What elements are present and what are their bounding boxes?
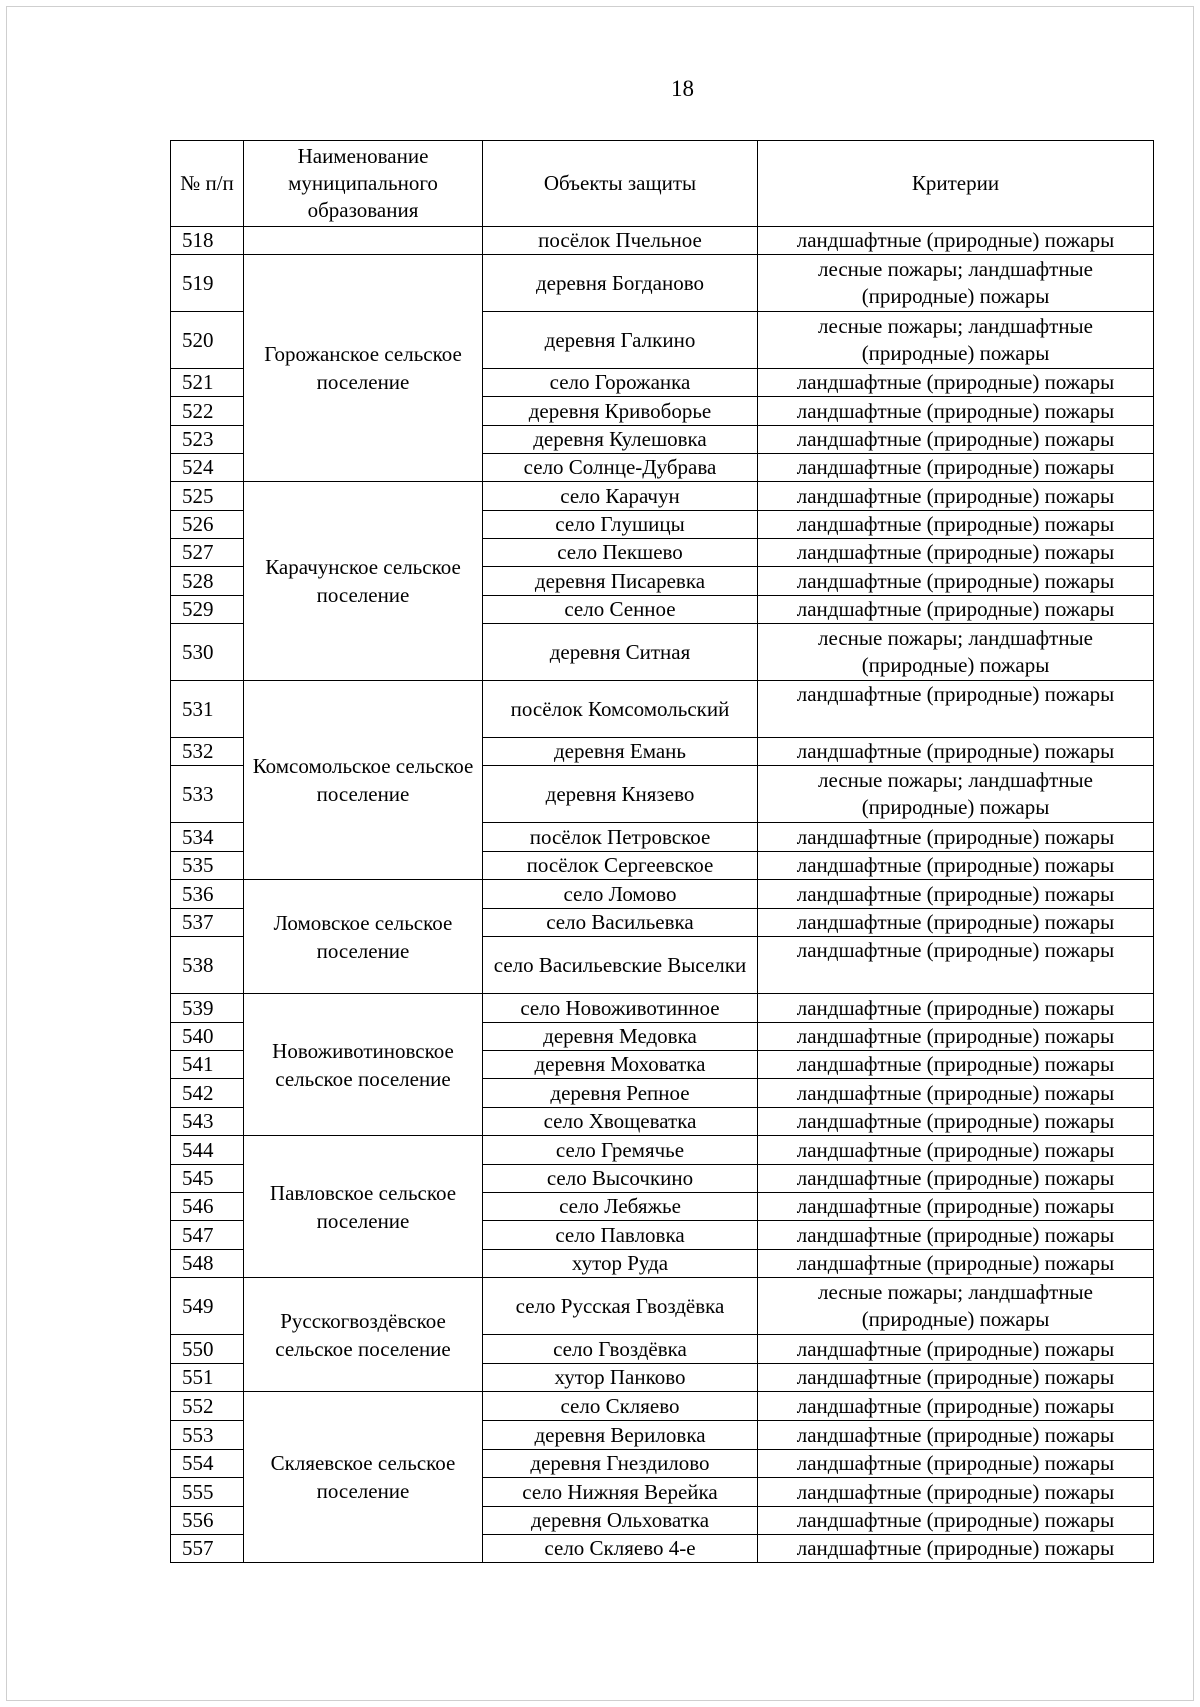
municipality-cell: Русскогвоздёвское сельское поселение (244, 1278, 483, 1392)
criteria-cell: ландшафтные (природные) пожары (758, 1392, 1154, 1421)
protected-object-cell: деревня Кривоборье (483, 397, 758, 426)
row-number-cell: 548 (171, 1250, 244, 1278)
row-number-cell: 519 (171, 255, 244, 312)
criteria-cell: ландшафтные (природные) пожары (758, 852, 1154, 880)
table-body (171, 227, 1154, 1563)
row-number-cell: 557 (171, 1535, 244, 1563)
row-number-cell: 535 (171, 852, 244, 880)
protected-object-cell: село Сенное (483, 596, 758, 624)
criteria-cell: ландшафтные (природные) пожары (758, 227, 1154, 255)
row-number-cell: 533 (171, 766, 244, 823)
municipality-cell: Карачунское сельское поселение (244, 482, 483, 681)
criteria-cell: ландшафтные (природные) пожары (758, 1250, 1154, 1278)
criteria-cell: лесные пожары; ландшафтные (природные) пожары (758, 766, 1154, 823)
criteria-cell: лесные пожары; ландшафтные (природные) пожары (758, 1278, 1154, 1335)
protected-object-cell: село Скляево 4-е (483, 1535, 758, 1563)
criteria-cell: ландшафтные (природные) пожары (758, 1221, 1154, 1250)
row-number-cell: 547 (171, 1221, 244, 1250)
criteria-cell: лесные пожары; ландшафтные (природные) пожары (758, 624, 1154, 681)
header-number: № п/п (171, 141, 244, 227)
protected-object-cell: посёлок Петровское (483, 823, 758, 852)
protected-object-cell: село Васильевские Выселки (483, 937, 758, 994)
header-municipality: Наименование муниципального образования (244, 141, 483, 227)
header-criteria: Критерии (758, 141, 1154, 227)
row-number-cell: 526 (171, 511, 244, 539)
protected-object-cell: село Солнце-Дубрава (483, 454, 758, 482)
protected-object-cell: село Нижняя Верейка (483, 1478, 758, 1507)
table-row (171, 994, 1154, 1023)
row-number-cell: 543 (171, 1108, 244, 1136)
protected-object-cell: деревня Кулешовка (483, 426, 758, 454)
row-number-cell: 520 (171, 312, 244, 369)
criteria-cell: ландшафтные (природные) пожары (758, 937, 1154, 994)
criteria-cell: ландшафтные (природные) пожары (758, 482, 1154, 511)
protected-object-cell: село Хвощеватка (483, 1108, 758, 1136)
row-number-cell: 540 (171, 1023, 244, 1051)
criteria-cell: ландшафтные (природные) пожары (758, 1450, 1154, 1478)
criteria-cell: ландшафтные (природные) пожары (758, 426, 1154, 454)
row-number-cell: 529 (171, 596, 244, 624)
row-number-cell: 538 (171, 937, 244, 994)
protected-object-cell: деревня Емань (483, 738, 758, 766)
criteria-cell: ландшафтные (природные) пожары (758, 1421, 1154, 1450)
page-number: 18 (671, 76, 694, 101)
registry-table (170, 140, 1154, 1563)
row-number-cell: 553 (171, 1421, 244, 1450)
criteria-cell: ландшафтные (природные) пожары (758, 1136, 1154, 1165)
table-row (171, 880, 1154, 909)
protected-object-cell: село Горожанка (483, 369, 758, 397)
protected-object-cell: село Высочкино (483, 1165, 758, 1193)
row-number-cell: 551 (171, 1364, 244, 1392)
table-row (171, 681, 1154, 738)
municipality-cell: Ломовское сельское поселение (244, 880, 483, 994)
row-number-cell: 537 (171, 909, 244, 937)
criteria-cell: ландшафтные (природные) пожары (758, 397, 1154, 426)
protected-object-cell: деревня Гнездилово (483, 1450, 758, 1478)
criteria-cell: ландшафтные (природные) пожары (758, 1193, 1154, 1221)
row-number-cell: 528 (171, 567, 244, 596)
row-number-cell: 530 (171, 624, 244, 681)
protected-object-cell: село Павловка (483, 1221, 758, 1250)
protected-object-cell: деревня Галкино (483, 312, 758, 369)
row-number-cell: 522 (171, 397, 244, 426)
protected-object-cell: село Скляево (483, 1392, 758, 1421)
protected-object-cell: деревня Ольховатка (483, 1507, 758, 1535)
protected-object-cell: деревня Вериловка (483, 1421, 758, 1450)
criteria-cell: ландшафтные (природные) пожары (758, 369, 1154, 397)
protected-object-cell: село Глушицы (483, 511, 758, 539)
protected-object-cell: село Гремячье (483, 1136, 758, 1165)
protected-object-cell: село Новоживотинное (483, 994, 758, 1023)
criteria-cell: ландшафтные (природные) пожары (758, 1335, 1154, 1364)
row-number-cell: 549 (171, 1278, 244, 1335)
criteria-cell: лесные пожары; ландшафтные (природные) пожары (758, 312, 1154, 369)
protected-object-cell: село Пекшево (483, 539, 758, 567)
row-number-cell: 552 (171, 1392, 244, 1421)
row-number-cell: 542 (171, 1079, 244, 1108)
row-number-cell: 521 (171, 369, 244, 397)
criteria-cell: ландшафтные (природные) пожары (758, 823, 1154, 852)
municipality-cell: Горожанское сельское поселение (244, 255, 483, 482)
criteria-cell: ландшафтные (природные) пожары (758, 567, 1154, 596)
municipality-cell: Павловское сельское поселение (244, 1136, 483, 1278)
row-number-cell: 525 (171, 482, 244, 511)
table-row (171, 482, 1154, 511)
protected-object-cell: деревня Репное (483, 1079, 758, 1108)
protected-object-cell: деревня Ситная (483, 624, 758, 681)
protected-object-cell: деревня Моховатка (483, 1051, 758, 1079)
row-number-cell: 554 (171, 1450, 244, 1478)
row-number-cell: 523 (171, 426, 244, 454)
protected-object-cell: посёлок Пчельное (483, 227, 758, 255)
row-number-cell: 532 (171, 738, 244, 766)
criteria-cell: ландшафтные (природные) пожары (758, 1478, 1154, 1507)
protected-object-cell: село Карачун (483, 482, 758, 511)
protected-object-cell: посёлок Сергеевское (483, 852, 758, 880)
protected-object-cell: село Лебяжье (483, 1193, 758, 1221)
protected-object-cell: деревня Богданово (483, 255, 758, 312)
row-number-cell: 556 (171, 1507, 244, 1535)
row-number-cell: 531 (171, 681, 244, 738)
criteria-cell: ландшафтные (природные) пожары (758, 539, 1154, 567)
criteria-cell: ландшафтные (природные) пожары (758, 1165, 1154, 1193)
criteria-cell: ландшафтные (природные) пожары (758, 994, 1154, 1023)
table-row (171, 1392, 1154, 1421)
protected-object-cell: село Ломово (483, 880, 758, 909)
protected-object-cell: хутор Панково (483, 1364, 758, 1392)
protected-object-cell: село Гвоздёвка (483, 1335, 758, 1364)
row-number-cell: 527 (171, 539, 244, 567)
criteria-cell: лесные пожары; ландшафтные (природные) пожары (758, 255, 1154, 312)
row-number-cell: 524 (171, 454, 244, 482)
row-number-cell: 534 (171, 823, 244, 852)
row-number-cell: 545 (171, 1165, 244, 1193)
protected-object-cell: деревня Медовка (483, 1023, 758, 1051)
criteria-cell: ландшафтные (природные) пожары (758, 511, 1154, 539)
criteria-cell: ландшафтные (природные) пожары (758, 1364, 1154, 1392)
protected-object-cell: село Русская Гвоздёвка (483, 1278, 758, 1335)
row-number-cell: 555 (171, 1478, 244, 1507)
table-header-row (171, 141, 1154, 227)
protected-object-cell: посёлок Комсомольский (483, 681, 758, 738)
criteria-cell: ландшафтные (природные) пожары (758, 880, 1154, 909)
table-row (171, 255, 1154, 312)
row-number-cell: 544 (171, 1136, 244, 1165)
criteria-cell: ландшафтные (природные) пожары (758, 681, 1154, 738)
protected-object-cell: деревня Писаревка (483, 567, 758, 596)
row-number-cell: 550 (171, 1335, 244, 1364)
table-row (171, 227, 1154, 255)
criteria-cell: ландшафтные (природные) пожары (758, 909, 1154, 937)
header-object: Объекты защиты (483, 141, 758, 227)
criteria-cell: ландшафтные (природные) пожары (758, 1023, 1154, 1051)
row-number-cell: 546 (171, 1193, 244, 1221)
municipality-cell (244, 227, 483, 255)
municipality-cell: Новоживотиновское сельское поселение (244, 994, 483, 1136)
criteria-cell: ландшафтные (природные) пожары (758, 1079, 1154, 1108)
criteria-cell: ландшафтные (природные) пожары (758, 454, 1154, 482)
protected-object-cell: село Васильевка (483, 909, 758, 937)
criteria-cell: ландшафтные (природные) пожары (758, 1535, 1154, 1563)
municipality-cell: Скляевское сельское поселение (244, 1392, 483, 1563)
row-number-cell: 518 (171, 227, 244, 255)
criteria-cell: ландшафтные (природные) пожары (758, 596, 1154, 624)
criteria-cell: ландшафтные (природные) пожары (758, 1507, 1154, 1535)
protected-object-cell: деревня Князево (483, 766, 758, 823)
row-number-cell: 536 (171, 880, 244, 909)
table-row (171, 1136, 1154, 1165)
table-row (171, 1278, 1154, 1335)
criteria-cell: ландшафтные (природные) пожары (758, 1108, 1154, 1136)
criteria-cell: ландшафтные (природные) пожары (758, 738, 1154, 766)
criteria-cell: ландшафтные (природные) пожары (758, 1051, 1154, 1079)
municipality-cell: Комсомольское сельское поселение (244, 681, 483, 880)
row-number-cell: 539 (171, 994, 244, 1023)
protected-object-cell: хутор Руда (483, 1250, 758, 1278)
row-number-cell: 541 (171, 1051, 244, 1079)
